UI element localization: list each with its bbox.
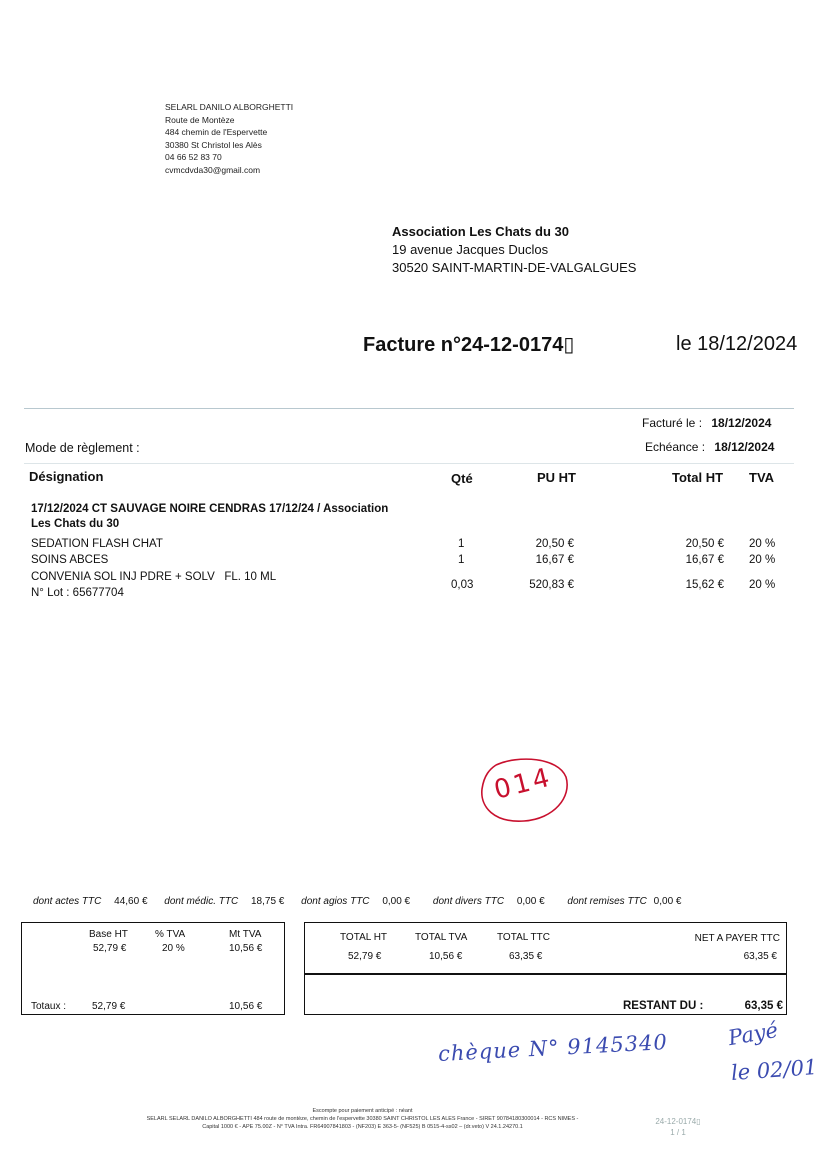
total-ht-label: TOTAL HT bbox=[340, 932, 388, 943]
row-designation: SOINS ABCES bbox=[31, 554, 109, 566]
net-value: 63,35 € bbox=[743, 951, 777, 962]
billed-date bbox=[642, 416, 771, 430]
actes-value: 44,60 € bbox=[114, 896, 148, 907]
row-pu: 520,83 € bbox=[529, 579, 574, 591]
due-date bbox=[645, 440, 774, 454]
footer-company: SELARL SELARL DANILO ALBORGHETTI 484 route de montèze, chemin de l'espervette 30380 SAINT CHRISTOL LES ALES France - SIRET 90784180300014 - RCS NIMES - bbox=[146, 1116, 579, 1122]
divers-value: 0,00 € bbox=[516, 896, 545, 907]
total-tva-label: TOTAL TVA bbox=[415, 932, 468, 943]
row-qty: 1 bbox=[458, 554, 465, 566]
restant-value: 63,35 € bbox=[744, 1000, 783, 1012]
sender-phone: 04 66 52 83 70 bbox=[165, 152, 222, 162]
table-row bbox=[0, 571, 827, 603]
col-pu: PU HT bbox=[537, 470, 576, 485]
total-ttc-value: 63,35 € bbox=[509, 951, 543, 962]
row-total: 16,67 € bbox=[685, 554, 724, 566]
invoice-date: le 18/12/2024 bbox=[676, 333, 798, 355]
row-total: 15,62 € bbox=[685, 579, 724, 591]
medic-value: 18,75 € bbox=[251, 896, 285, 907]
row-designation: CONVENIA SOL INJ PDRE + SOLV FL. 10 ML bbox=[31, 571, 277, 583]
section-title-line1: 17/12/2024 CT SAUVAGE NOIRE CENDRAS 17/12/24 / Association bbox=[31, 503, 389, 515]
medic-label: dont médic. TTC bbox=[164, 896, 239, 907]
recipient-block bbox=[392, 223, 636, 277]
vat-base-value: 52,79 € bbox=[93, 943, 127, 954]
vat-mt-value: 10,56 € bbox=[229, 943, 263, 954]
recipient-address: 19 avenue Jacques Duclos bbox=[392, 242, 549, 257]
footer bbox=[105, 1107, 620, 1131]
due-value: 18/12/2024 bbox=[714, 440, 775, 454]
vat-base-label: Base HT bbox=[89, 929, 128, 940]
sender-address: 484 chemin de l'Espervette bbox=[165, 127, 268, 137]
due-label: Echéance : bbox=[645, 440, 706, 454]
remises-value: 0,00 € bbox=[653, 896, 682, 907]
row-pu: 16,67 € bbox=[535, 554, 574, 566]
net-label: NET A PAYER TTC bbox=[694, 933, 780, 944]
col-designation: Désignation bbox=[29, 469, 104, 484]
vat-mt-label: Mt TVA bbox=[229, 929, 262, 940]
handwritten-cheque: chèque N° 9145340 bbox=[437, 1030, 669, 1066]
sender-block bbox=[165, 101, 293, 176]
section-title bbox=[31, 502, 388, 532]
agios-label: dont agios TTC bbox=[301, 896, 370, 907]
row-tva: 20 % bbox=[749, 554, 776, 566]
row-qty: 0,03 bbox=[451, 579, 474, 591]
vat-rate-value: 20 % bbox=[162, 943, 185, 954]
recipient-city: 30520 SAINT-MARTIN-DE-VALGALGUES bbox=[392, 260, 637, 275]
row-qty: 1 bbox=[458, 538, 465, 550]
separator bbox=[24, 408, 794, 409]
invoice-title: Facture n°24-12-0174▯ bbox=[363, 334, 575, 356]
totals-base: 52,79 € bbox=[92, 1001, 126, 1012]
table-row bbox=[0, 554, 827, 569]
row-designation: SEDATION FLASH CHAT bbox=[31, 538, 163, 550]
handwritten-paid-date: le 02/01 bbox=[730, 1055, 819, 1085]
divers-label: dont divers TTC bbox=[432, 896, 505, 907]
row-lot: N° Lot : 65677704 bbox=[31, 587, 124, 599]
remises-label: dont remises TTC bbox=[567, 896, 647, 907]
totals-divider bbox=[305, 973, 786, 975]
col-tva: TVA bbox=[749, 470, 775, 485]
table-row bbox=[0, 538, 827, 553]
footer-legal: Capital 1000 € - APE 75.00Z - N° TVA Intra. FR64907841803 - (NF203) E 363-5- (NF525) B 0515-4-ss02 – (dr.veto) V 24.1.24270.1 bbox=[202, 1124, 523, 1130]
sender-name: SELARL DANILO ALBORGHETTI bbox=[165, 102, 294, 112]
col-qty: Qté bbox=[451, 471, 473, 486]
total-tva-value: 10,56 € bbox=[429, 951, 463, 962]
totals-box bbox=[304, 922, 787, 1015]
header-separator bbox=[24, 463, 794, 464]
totals-label: Totaux : bbox=[31, 1001, 67, 1012]
section-title-line2: Les Chats du 30 bbox=[31, 518, 120, 530]
footer-ref-number: 24-12-0174▯ bbox=[655, 1117, 701, 1126]
vat-box bbox=[21, 922, 285, 1015]
sender-email: cvmcdvda30@gmail.com bbox=[165, 164, 261, 175]
recipient-name: Association Les Chats du 30 bbox=[392, 224, 569, 239]
total-ht-value: 52,79 € bbox=[348, 951, 382, 962]
breakdown-line bbox=[33, 896, 793, 907]
totals-mt: 10,56 € bbox=[229, 1001, 263, 1012]
row-pu: 20,50 € bbox=[535, 538, 574, 550]
sender-city: 30380 St Christol les Alès bbox=[165, 139, 262, 150]
row-tva: 20 % bbox=[749, 538, 776, 550]
footer-escompte: Escompte pour paiement anticipé : néant bbox=[312, 1108, 413, 1114]
total-ttc-label: TOTAL TTC bbox=[497, 932, 550, 943]
sender-street: Route de Montèze bbox=[165, 114, 235, 125]
payment-mode-label: Mode de règlement : bbox=[25, 441, 140, 455]
footer-page: 1 / 1 bbox=[670, 1128, 686, 1137]
agios-value: 0,00 € bbox=[382, 896, 411, 907]
stamp-number: 014 bbox=[491, 762, 556, 806]
row-tva: 20 % bbox=[749, 579, 776, 591]
handwritten-paid: Payé bbox=[726, 1017, 780, 1051]
row-total: 20,50 € bbox=[685, 538, 724, 550]
actes-label: dont actes TTC bbox=[33, 896, 102, 907]
footer-ref bbox=[648, 1116, 708, 1138]
vat-rate-label: % TVA bbox=[155, 929, 186, 940]
stamp bbox=[478, 755, 572, 825]
billed-value: 18/12/2024 bbox=[711, 416, 772, 430]
restant-label: RESTANT DU : bbox=[623, 1000, 704, 1012]
billed-label: Facturé le : bbox=[642, 416, 703, 430]
col-total: Total HT bbox=[672, 470, 724, 485]
